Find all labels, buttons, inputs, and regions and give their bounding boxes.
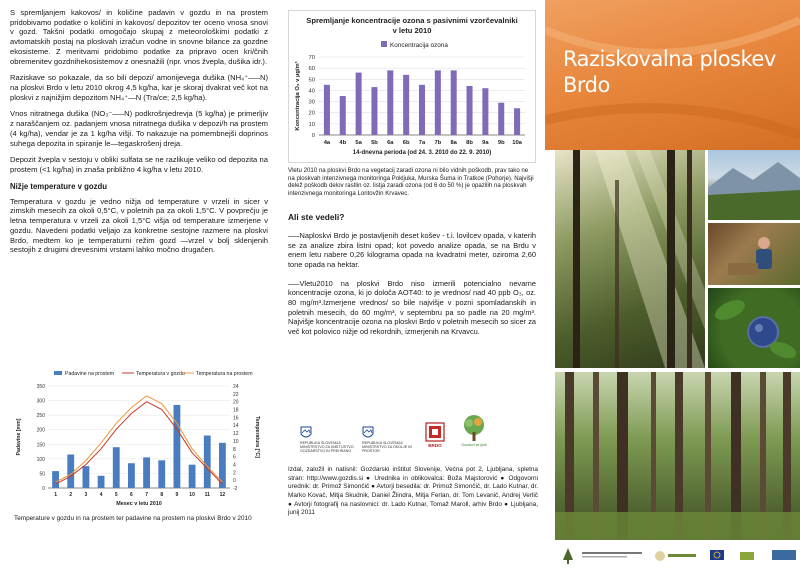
ozone-bar [387, 70, 393, 135]
ozone-bar [340, 96, 346, 135]
heading-temperature: Nižje temperature v gozdu [10, 181, 108, 191]
paragraph-sulfur: Depozit žvepla v sestoju v obliki sulfata se ne razlikuje veliko od depozita na prostem (<1 kg/ha) in znaša približno 4 kg/ha v letu 2010. [10, 155, 268, 175]
paragraph-nitrate: Vnos nitratnega dušika (NO₃⁻—–N) podkrošnjedrevja (5 kg/ha) je primerljiv z naraščanjem oz. padanjem vnosa nitratnega dušika v depozi/h na prostem (4 kg/ha), vendar je za 1 kg/ha višji. To nakazuje na pomembnejši doprinos suhega depozita in spiranje le—tegaskrošenj dreja. [10, 109, 268, 148]
ministry-agriculture-logo: REPUBLIKA SLOVENIJA MINISTRSTVO ZA KMETIJSTVO, GOZDARSTVO IN PREHRANO [300, 426, 358, 453]
climate-xtick-label: 4 [99, 492, 103, 498]
footer-logo-gozdis-sub [582, 556, 627, 558]
ozone-xtick-label: 9b [497, 140, 505, 146]
climate-xtick-label: 5 [114, 492, 118, 498]
climate-bar [158, 460, 165, 488]
ozone-bar [435, 70, 441, 135]
tree-icon [461, 414, 487, 442]
sponsor-logos [300, 412, 540, 460]
climate-legend-open-label: Temperatura na prostem [196, 371, 253, 377]
ozone-bar [403, 75, 409, 135]
climate-bar [174, 405, 181, 488]
publication-credits: Izdal, založil in natisnil: Gozdarski inštitut Slovenije, Večna pot 2, Ljubljana, spletna stran: http://www.gozdis.si ● Urednika in oblikovalca: Boža Majstorović ● Odgovorni urednik: dr. Primož Simončič ● Avtorji besedila: dr. Primož Simončič, dr. Lado Kutnar, dr. Marko Kovač, Mitja Skudnik, Daniel Žlindra, Mitja Ferlan, dr. Tom Levanič, Andrej Verlič ● Avtorji fotografij na naslovnici: dr. Lado Kutnar, Tomaž Maroll, arhiv Brdo ● Ljubljana, junij 2011 [288, 466, 538, 517]
ozone-xtick-label: 9a [482, 140, 489, 146]
climate-xtick-label: 10 [189, 492, 195, 498]
footer-logo-life [668, 554, 696, 557]
eu-flag-icon [710, 550, 724, 560]
ministry-environment-logo: REPUBLIKA SLOVENIJA MINISTRSTVO ZA OKOLJE IN PROSTOR [362, 426, 414, 453]
ozone-xtick-label: 5b [371, 140, 378, 146]
ozone-bar [419, 85, 425, 135]
climate-y2tick-label: 2 [233, 470, 236, 477]
climate-ytick-label: 50 [39, 471, 45, 478]
forest-sunbeams-image [555, 150, 705, 368]
ozone-xtick-label: 7a [418, 140, 426, 146]
climate-ytick-label: 0 [42, 486, 45, 492]
coat-of-arms-icon [300, 426, 312, 440]
ozone-ytick-label: 60 [308, 66, 315, 73]
footer-logo-blue [772, 550, 796, 560]
climate-xtick-label: 2 [69, 492, 73, 498]
climate-xtick-label: 11 [204, 492, 210, 498]
climate-bar [143, 457, 150, 488]
climate-bar [204, 436, 211, 488]
ozone-bar [451, 70, 457, 135]
climate-chart [10, 368, 268, 513]
climate-ytick-label: 200 [36, 427, 45, 434]
climate-y2tick-label: 4 [233, 462, 236, 469]
climate-y2tick-label: 8 [233, 446, 236, 453]
tree-logo-icon [563, 548, 573, 564]
ozone-bar [467, 86, 473, 135]
ozone-ytick-label: 30 [308, 99, 315, 106]
ozone-xtick-label: 4b [339, 140, 347, 146]
fact-ozone: —–Vletu2010 na ploskvi Brdo niso izmerili potencialno nevarne koncentracije ozona, ki jo določa AOT40: to je vrednos/ nad 40 ppb O₃, oz. 80 mg/m³.Izmerjene vrednos/ so bile najvišje v pozni spomladanskih in poletnih mesecih, do 60 mg/m³, v septembru pa so padle na 20 mg/m³. Najvišje koncentracije ozona na ploskvi Brdo v poletnih mesecih so sicer za več kot polovico nižje od rekordnih, izmerjenih na Krvavcu. [288, 278, 536, 336]
climate-chart-caption: Temperature v gozdu in na prostem ter padavine na prostem na ploskvi Brdo v 2010 [14, 515, 252, 522]
climate-y2tick-label: 22 [233, 391, 239, 398]
mountain-image [708, 150, 800, 220]
climate-legend-bar-label: Padavine na prostem [65, 371, 115, 377]
footer-logo-gozdis [582, 552, 642, 554]
column-left [10, 8, 268, 262]
ozone-legend-swatch [381, 41, 387, 47]
photo-mountain-landscape [708, 150, 800, 220]
climate-xtick-label: 1 [54, 492, 57, 498]
climate-bar [98, 476, 105, 488]
ozone-xtick-label: 8b [466, 140, 473, 146]
climate-bar [113, 447, 120, 488]
paragraph-temperature: Temperatura v gozdu je vedno nižja od temperature v vrzeli in sicer v zimskih mesecih za okoli 0,5°C, v poletnih pa za okoli 1,5°C. V povprečju je letna temperatura v vrzeli za okoli 1,5°C višja od temperature izmerjene v gozdu. Navedeni podatki veljajo za konkretne sestojne razmere na ploskvi Brdo, medtem ko je temperaturni režim gozd —vrzel v bolj sklenjenih sestojih z drugimi drevesnimi vrstami lahko močno drugačen. [10, 196, 268, 255]
ozone-bar [324, 85, 330, 135]
climate-y2tick-label: 6 [233, 454, 236, 461]
climate-ytick-label: 250 [36, 413, 45, 420]
researcher-image [708, 223, 800, 285]
climate-bar [52, 471, 59, 488]
life-logo-icon [655, 551, 665, 561]
climate-bar [189, 465, 196, 488]
climate-y2tick-label: 12 [233, 431, 239, 438]
climate-xtick-label: 12 [219, 492, 226, 498]
climate-ytick-label: 150 [36, 442, 45, 449]
ozone-xtick-label: 8a [450, 140, 457, 146]
climate-y2tick-label: -2 [233, 486, 238, 492]
ozone-ytick-label: 0 [311, 133, 315, 139]
climate-ytick-label: 100 [36, 456, 45, 463]
climate-xtick-label: 7 [145, 492, 148, 498]
ozone-chart-title: Spremljanje koncentracije ozona s pasivnimi vzorčevalniki [306, 16, 518, 25]
fact-litter: —–Naploskvi Brdo je postavljenih deset košev - t.i. lovilcev opada, v katerih se za analize zbira listni opad; kot povedo analize opada, se na Brdu v enem letu nabere 0,26 kilograma opada na kvadratni meter, oziroma 2,60 tone opada na hektar. [288, 231, 536, 270]
climate-y-axis-label: Padavine [mm] [16, 418, 22, 456]
ozone-xtick-label: 7b [434, 140, 442, 146]
tree-trunks-image [555, 372, 800, 540]
climate-xtick-label: 6 [130, 492, 133, 498]
ozone-bar [498, 103, 504, 135]
ozone-ytick-label: 20 [308, 110, 315, 117]
ozone-ytick-label: 40 [308, 88, 315, 95]
photo-tree-trunks [555, 372, 800, 540]
climate-legend-forest-label: Temperatura v gozdu [136, 371, 185, 377]
climate-x-axis-label: Mesec v letu 2010 [116, 501, 162, 507]
climate-chart-background [10, 368, 268, 513]
ozone-xtick-label: 6a [387, 140, 394, 146]
ozone-chart [289, 11, 535, 159]
column-middle [288, 10, 536, 345]
ozone-bar [482, 88, 488, 135]
ozone-bar [371, 87, 377, 135]
ozone-ytick-label: 10 [308, 121, 315, 128]
blueberry-image [708, 288, 800, 368]
orange-title-band [545, 0, 800, 150]
ozone-xtick-label: 5a [355, 140, 362, 146]
climate-xtick-label: 8 [160, 492, 164, 498]
climate-y2tick-label: 14 [233, 423, 239, 430]
climate-ytick-label: 300 [36, 398, 45, 405]
brdo-emblem-icon [425, 422, 445, 442]
ozone-x-axis-label: 14-dnevna perioda (od 24. 3. 2010 do 22. 9. 2010) [352, 150, 492, 156]
climate-bar [83, 466, 90, 488]
climate-bar [67, 454, 74, 488]
climate-y2tick-label: 18 [233, 407, 239, 414]
climate-y2tick-label: 16 [233, 415, 239, 422]
paragraph-ammonium: Raziskave so pokazale, da so bili depozi/ amonijevega dušika (NH₄⁺—–N) na ploskvi Brdo v letu 2010 okrog 4,5 kg/ha, kar je skoraj dvakrat več kot na ploskvi z najnižjim depozitom NH₄⁺—N (Tra/ce; 2,5 kg/ha). [10, 73, 268, 102]
climate-y2tick-label: 20 [233, 399, 239, 406]
photo-researcher-sampling [708, 223, 800, 285]
climate-y2tick-label: 0 [233, 478, 236, 485]
footer-logos [560, 546, 800, 565]
ozone-bar [356, 73, 362, 135]
ozone-ytick-label: 50 [308, 77, 315, 84]
ozone-bar [514, 108, 520, 135]
ozone-y-axis-label: Koncentracija O₃ v µg/m³ [295, 61, 301, 131]
footer-logo-strip [560, 546, 800, 565]
ozone-xtick-label: 4a [323, 140, 331, 146]
forests-for-people-logo: Gozdovi za ljudi [458, 414, 490, 447]
ozone-chart-title-line2: v letu 2010 [392, 26, 432, 35]
climate-legend-bar-swatch [54, 371, 62, 375]
photo-sunlit-forest [555, 150, 705, 368]
climate-xtick-label: 3 [84, 492, 88, 498]
brdo-logo: BRDO [420, 422, 450, 448]
climate-y2-axis-label: Temperatura [°C] [254, 416, 260, 458]
paragraph-precipitation: S spremljanjem kakovos/ in količine padavin v gozdu in na prostem pridobivamo podatke o količini in kakovos/ depozitov ter oceno vnosa snovi v gozd. Takšni podatki omogočajo skupaj z meteorološkimi podatki z avtomatskih postaj na ploskvah izračun vodne in snovne bilance za gozdne ekosisteme. Z meritvami pridobimo podatke za pripravo ocen kri/čnih obremenitev gozdnihekosistemov z onesnažili (npr. vnos žvepla, dušika idr.). [10, 8, 268, 66]
heading-did-you-know: Ali ste vedeli? [288, 212, 345, 223]
ozone-chart-box [288, 10, 536, 163]
climate-ytick-label: 350 [36, 384, 45, 390]
cover-panel [545, 0, 800, 545]
photo-blueberries [708, 288, 800, 368]
climate-bar [128, 463, 135, 488]
ozone-caption: Vletu 2010 na ploskvi Brdo na vegetacij zaradi ozona ni bilo vidnih poškodb, prav tako ne na ploskvah intenzivnega monitoringa Pokljuka, Murska Šuma in Tratkoe (Pohorje). Najvišji delež poškodb delov rastlin oz. listja zaradi ozona (od 6 do 50 %) je opazilih na ploskvah intenzivnega monitoringa Lontovžin Krvavec. [288, 166, 534, 198]
ozone-xtick-label: 6b [402, 140, 410, 146]
climate-y2tick-label: 24 [233, 384, 239, 390]
ozone-legend-label: Koncentracija ozona [390, 42, 448, 49]
ozone-xtick-label: 10a [512, 140, 522, 146]
coat-of-arms-icon [362, 426, 374, 440]
climate-xtick-label: 9 [175, 492, 179, 498]
panel-title: Raziskovalna ploskev Brdo [563, 47, 776, 98]
ozone-ytick-label: 70 [308, 55, 315, 61]
footer-logo-green [740, 552, 754, 560]
climate-y2tick-label: 10 [233, 438, 239, 445]
